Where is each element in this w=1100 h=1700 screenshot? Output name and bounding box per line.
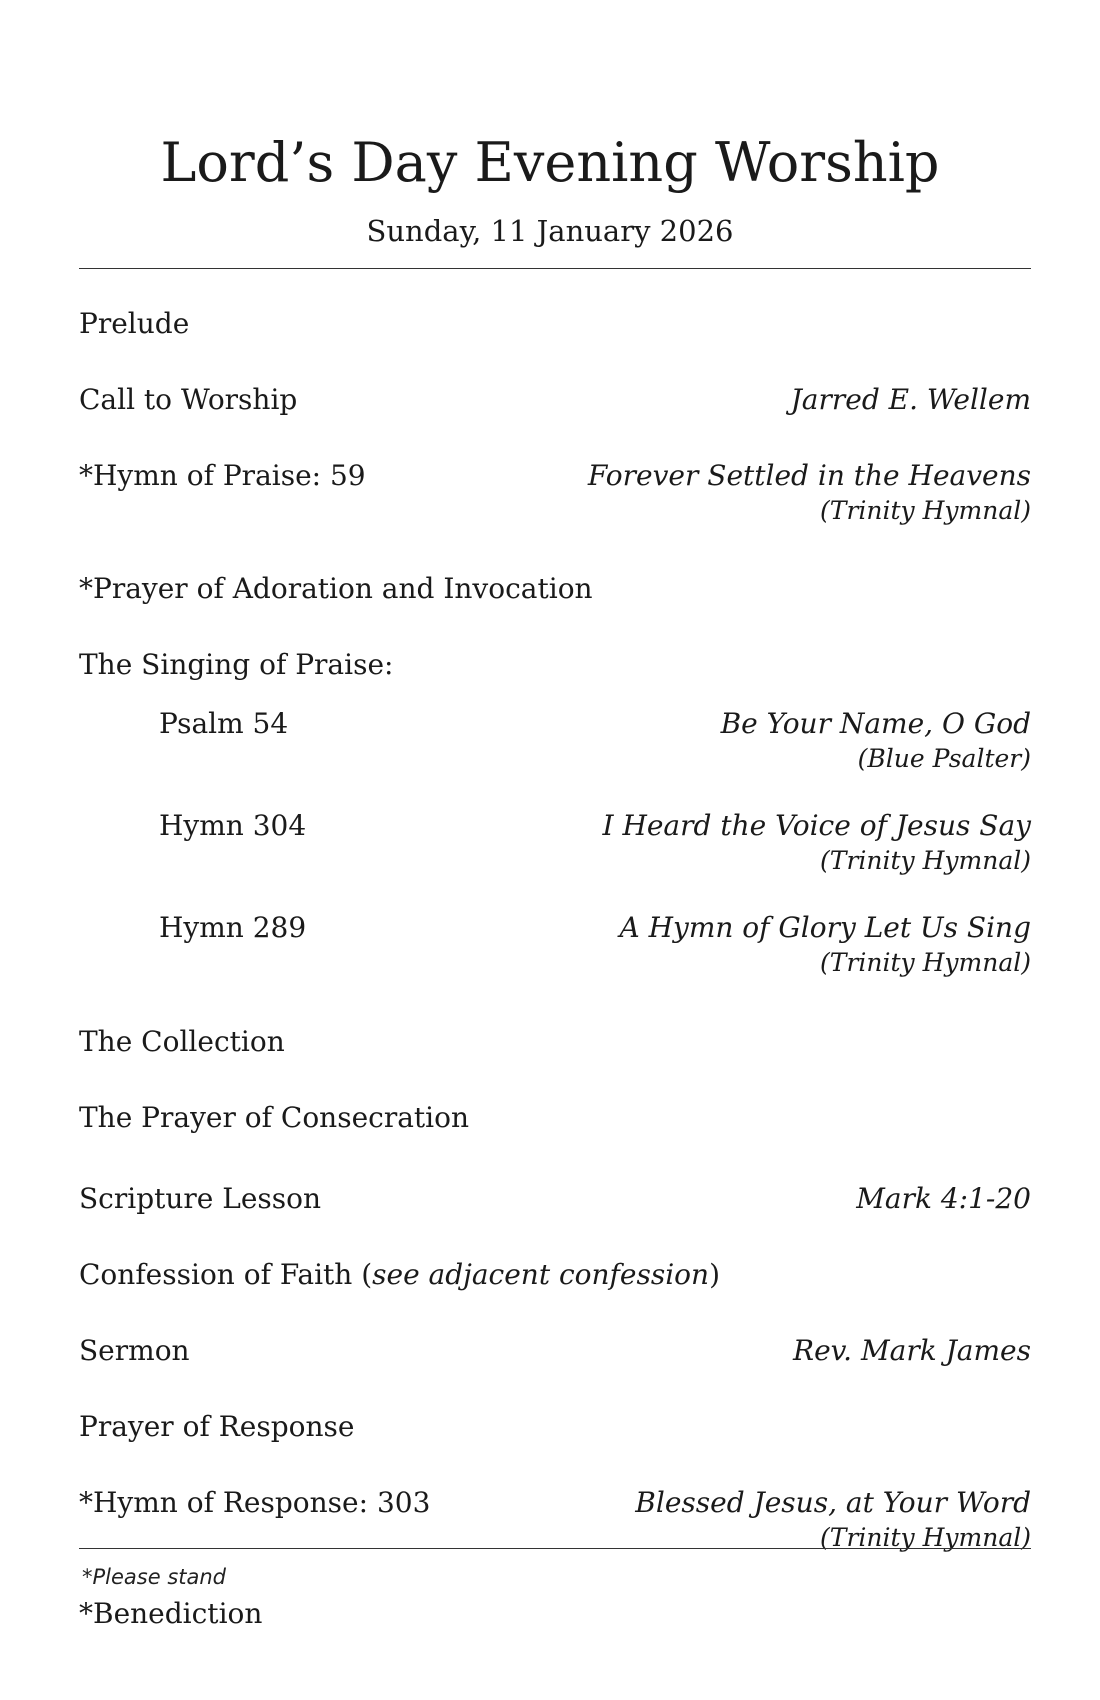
- order-item-call-to-worship: [79, 382, 1031, 462]
- item-label: Hymn 304: [159, 809, 307, 842]
- order-item-collection: [79, 1024, 1031, 1104]
- item-note: see adjacent confession: [372, 1258, 710, 1291]
- item-label: Hymn 289: [159, 911, 307, 944]
- item-label-close: ): [709, 1258, 721, 1291]
- item-source: (Trinity Hymnal): [820, 496, 1031, 525]
- stand-footnote: *Please stand: [82, 1565, 227, 1589]
- page-title: Lord’s Day Evening Worship: [160, 131, 940, 194]
- item-source: (Blue Psalter): [857, 744, 1031, 773]
- item-label-text: Confession of Faith (: [79, 1258, 373, 1291]
- item-source: (Trinity Hymnal): [820, 948, 1031, 977]
- item-detail: I Heard the Voice of Jesus Say: [602, 809, 1031, 842]
- order-item-confession-of-faith: [79, 1257, 1031, 1337]
- item-detail: Forever Settled in the Heavens: [587, 459, 1031, 492]
- item-label: Prelude: [79, 307, 190, 340]
- item-label: *Hymn of Praise: 59: [79, 459, 366, 492]
- item-label: Prayer of Response: [79, 1410, 355, 1443]
- order-item-hymn-289: [79, 910, 1031, 990]
- item-detail: Rev. Mark James: [793, 1334, 1031, 1367]
- service-date: Sunday, 11 January 2026: [366, 214, 734, 248]
- order-item-prayer-response: [79, 1409, 1031, 1489]
- order-item-scripture-lesson: [79, 1181, 1031, 1261]
- order-item-hymn-of-response: [79, 1485, 1031, 1565]
- item-detail: Mark 4:1-20: [856, 1182, 1031, 1215]
- item-label: Sermon: [79, 1334, 190, 1367]
- item-detail: Be Your Name, O God: [720, 707, 1031, 740]
- item-label: The Collection: [79, 1025, 285, 1058]
- item-detail: A Hymn of Glory Let Us Sing: [619, 911, 1031, 944]
- item-label: Call to Worship: [79, 383, 298, 416]
- item-label: *Prayer of Adoration and Invocation: [79, 572, 593, 605]
- item-label: The Prayer of Consecration: [79, 1101, 470, 1134]
- item-label: *Hymn of Response: 303: [79, 1486, 431, 1519]
- item-label: [79, 1257, 720, 1293]
- footer-divider: [79, 1548, 1031, 1549]
- order-item-prelude: [79, 306, 1031, 386]
- order-item-hymn-of-praise: [79, 458, 1031, 538]
- item-detail: Blessed Jesus, at Your Word: [635, 1486, 1031, 1519]
- item-detail: Jarred E. Wellem: [790, 383, 1031, 416]
- order-item-benediction: *Benediction: [79, 1597, 263, 1630]
- order-item-prayer-consecration: [79, 1100, 1031, 1180]
- order-item-psalm-54: [79, 706, 1031, 786]
- order-item-prayer-adoration: [79, 571, 1031, 651]
- item-source: (Trinity Hymnal): [820, 846, 1031, 875]
- item-label: Scripture Lesson: [79, 1182, 322, 1215]
- header-divider: [79, 268, 1031, 269]
- order-item-hymn-304: [79, 808, 1031, 888]
- item-label: Psalm 54: [159, 707, 289, 740]
- order-item-sermon: [79, 1333, 1031, 1413]
- item-label: The Singing of Praise:: [79, 648, 394, 681]
- item-source: (Trinity Hymnal): [820, 1523, 1031, 1552]
